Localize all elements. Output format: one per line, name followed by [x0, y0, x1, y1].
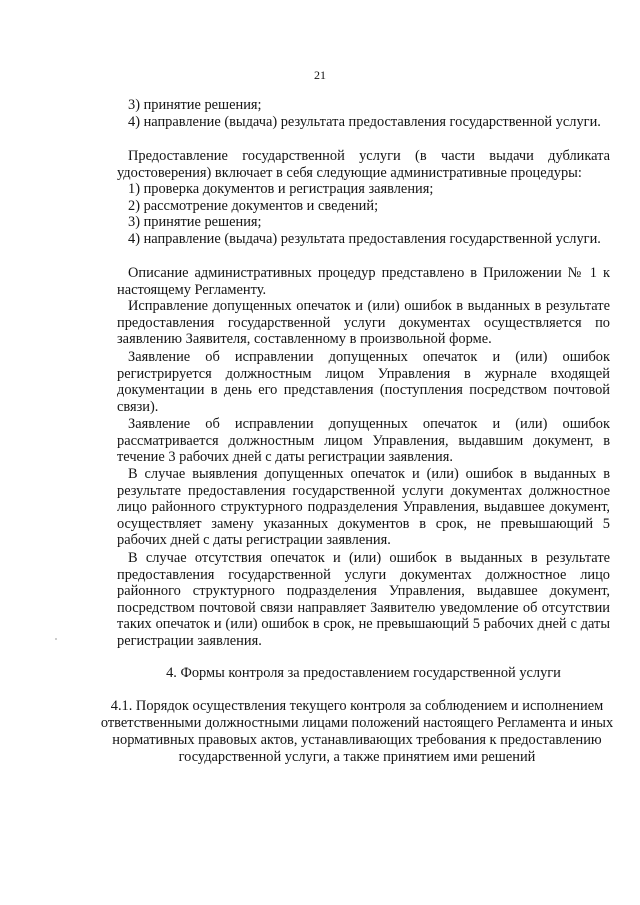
paragraph-no-errors: В случае отсутствия опечаток и (или) ошибок в выданных в результате предоставления государственной услуги документах должностное лицо районного структурного подразделения Управления, выдавшее документ, посредством почтовой связи направляет Заявителю уведомление об отсутствии таких опечаток и (или) ошибок в срок, не превышающий 5 рабочих дней с даты регистрации заявления.	[117, 550, 610, 649]
paragraph-error-correction: Исправление допущенных опечаток и (или) ошибок в выданных в результате предоставления государственной услуги документах осуществляется по заявлению Заявителя, составленному в произвольной форме.	[117, 298, 610, 348]
paragraph-duplicate-procedures-intro: Предоставление государственной услуги (в части выдачи дубликата удостоверения) включает в себя следующие административные процедуры:	[117, 148, 610, 181]
subsection-heading: 4.1. Порядок осуществления текущего контроля за соблюдением и исполнением ответственными должностными лицами положений настоящего Регламента и иных нормативных правовых актов, устанавливающих требования к предоставлению государственной услуги, а также принятием ими решений	[100, 698, 614, 765]
paragraph-application-registration: Заявление об исправлении допущенных опечаток и (или) ошибок регистрируется должностным лицом Управления в журнале входящей документации в день его представления (поступления посредством почтовой связи).	[117, 349, 610, 415]
paragraph-item-1-check-registration: 1) проверка документов и регистрация заявления;	[128, 181, 434, 197]
paragraph-errors-found: В случае выявления допущенных опечаток и (или) ошибок в выданных в результате предоставления государственной услуги документах должностное лицо районного структурного подразделения Управления, выдавшее документ, осуществляет замену указанных документов в срок, не превышающий 5 рабочих дней с даты регистрации заявления.	[117, 466, 610, 549]
paragraph-item-3-decision: 3) принятие решения;	[128, 97, 262, 113]
paragraph-appendix-reference: Описание административных процедур представлено в Приложении № 1 к настоящему Регламенту.	[117, 265, 610, 298]
section-heading: 4. Формы контроля за предоставлением государственной услуги	[166, 665, 561, 681]
paragraph-item-4-result-delivery-duplicate: 4) направление (выдача) результата предоставления государственной услуги.	[128, 231, 601, 247]
paragraph-item-2-review: 2) рассмотрение документов и сведений;	[128, 198, 379, 214]
scan-artifact-dot	[55, 638, 57, 640]
paragraph-item-4-result-delivery: 4) направление (выдача) результата предоставления государственной услуги.	[128, 114, 601, 130]
paragraph-item-3-decision-duplicate: 3) принятие решения;	[128, 214, 262, 230]
paragraph-application-review: Заявление об исправлении допущенных опечаток и (или) ошибок рассматривается должностным лицом Управления, выдавшим документ, в течение 3 рабочих дней с даты регистрации заявления.	[117, 416, 610, 466]
page-number: 21	[314, 68, 326, 82]
